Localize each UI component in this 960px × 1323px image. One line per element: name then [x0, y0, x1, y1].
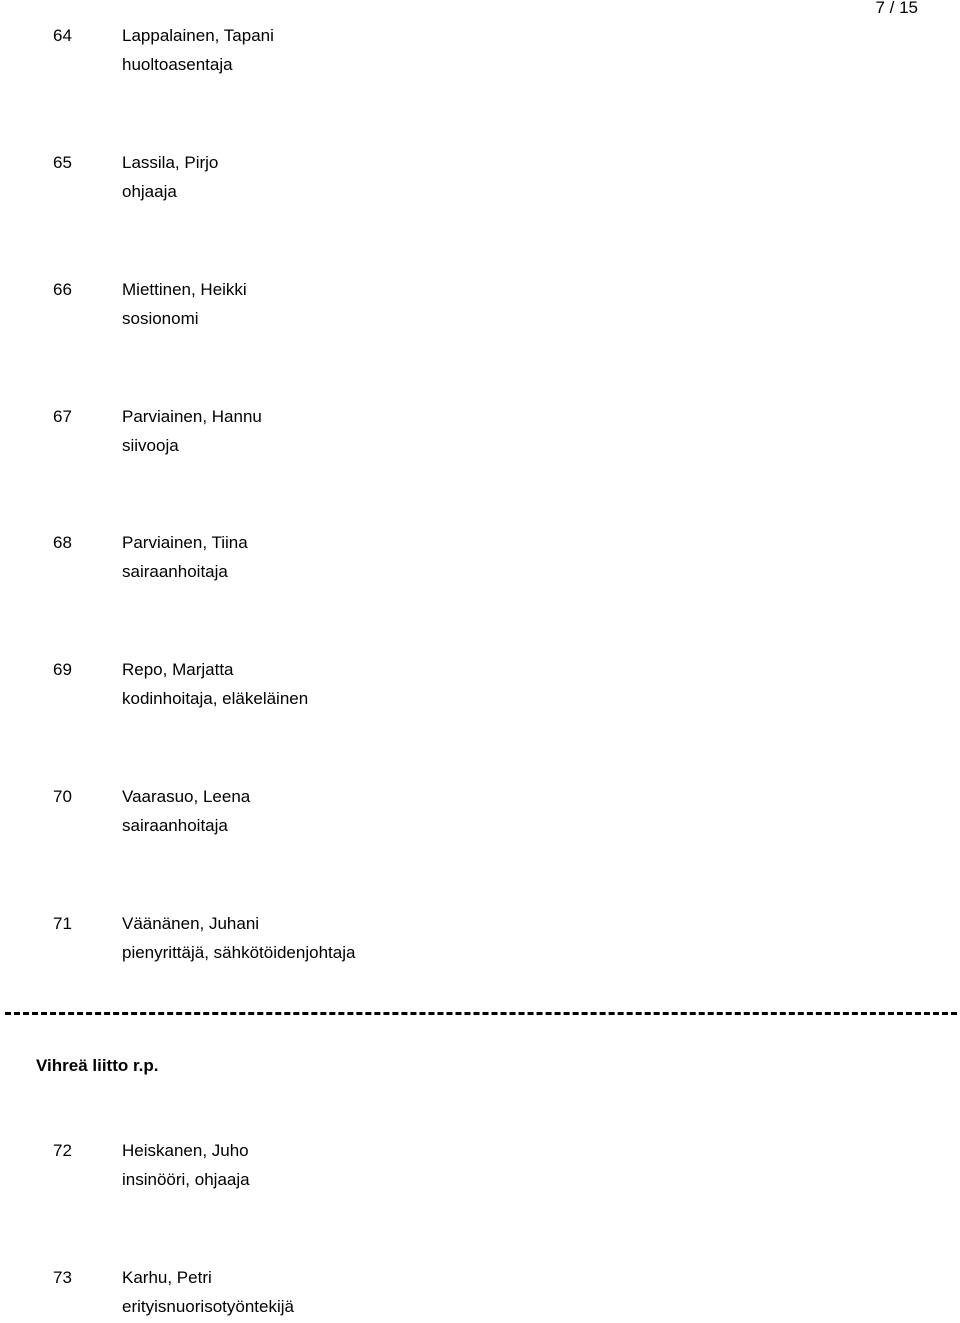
- candidate-occupation: sosionomi: [122, 309, 199, 328]
- candidate-number: 68: [53, 533, 72, 552]
- candidate-number: 71: [53, 914, 72, 933]
- candidate-occupation: siivooja: [122, 436, 179, 455]
- candidate-number: 73: [53, 1268, 72, 1287]
- candidate-name: Lassila, Pirjo: [122, 153, 219, 172]
- candidate-name: Vaarasuo, Leena: [122, 787, 251, 806]
- party-heading: Vihreä liitto r.p.: [36, 1056, 159, 1075]
- section-divider: [5, 1012, 957, 1015]
- candidate-occupation: erityisnuorisotyöntekijä: [122, 1297, 294, 1316]
- candidate-entry: [0, 148, 960, 208]
- candidate-number: 64: [53, 26, 72, 45]
- candidate-entry: [0, 909, 960, 969]
- candidate-occupation: ohjaaja: [122, 182, 177, 201]
- candidate-occupation: huoltoasentaja: [122, 55, 233, 74]
- candidate-occupation: insinööri, ohjaaja: [122, 1170, 250, 1189]
- candidate-number: 69: [53, 660, 72, 679]
- candidate-entry: [0, 1136, 960, 1196]
- candidate-name: Parviainen, Tiina: [122, 533, 248, 552]
- candidate-entry: [0, 275, 960, 335]
- candidate-entry: [0, 782, 960, 842]
- candidate-number: 65: [53, 153, 72, 172]
- candidate-number: 70: [53, 787, 72, 806]
- candidate-name: Parviainen, Hannu: [122, 407, 262, 426]
- candidate-entry: [0, 655, 960, 715]
- candidate-name: Karhu, Petri: [122, 1268, 212, 1287]
- candidate-entry: [0, 1263, 960, 1323]
- candidate-number: 72: [53, 1141, 72, 1160]
- candidate-name: Lappalainen, Tapani: [122, 26, 274, 45]
- candidate-name: Heiskanen, Juho: [122, 1141, 249, 1160]
- candidate-name: Miettinen, Heikki: [122, 280, 247, 299]
- candidate-occupation: sairaanhoitaja: [122, 816, 228, 835]
- page-number: 7 / 15: [875, 0, 918, 17]
- candidate-entry: [0, 528, 960, 588]
- candidate-occupation: kodinhoitaja, eläkeläinen: [122, 689, 309, 708]
- candidate-occupation: sairaanhoitaja: [122, 562, 228, 581]
- candidate-entry: [0, 402, 960, 462]
- candidate-occupation: pienyrittäjä, sähkötöidenjohtaja: [122, 943, 356, 962]
- candidate-name: Repo, Marjatta: [122, 660, 234, 679]
- candidate-number: 66: [53, 280, 72, 299]
- candidate-entry: [0, 21, 960, 81]
- candidate-name: Väänänen, Juhani: [122, 914, 260, 933]
- candidate-number: 67: [53, 407, 72, 426]
